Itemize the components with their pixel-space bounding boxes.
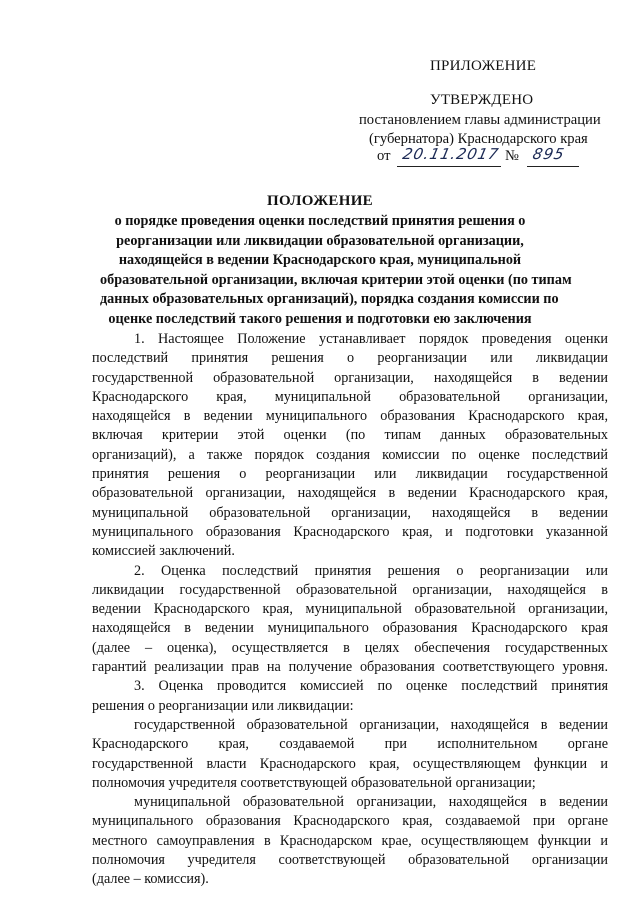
body-line: организаций), а также порядок создания комиссии по оценке последствий [92, 446, 608, 463]
body-line: принятия решения о реорганизации или ликвидации государственной [92, 466, 608, 483]
subtitle-line: реорганизации или ликвидации образовательной организации, [116, 232, 524, 249]
subtitle-line: данных образовательных организаций), порядка создания комиссии по [100, 291, 559, 307]
body-line: Краснодарского края, муниципальной образовательной организации, [92, 388, 608, 405]
body-line: Краснодарского края, создаваемой при исполнительном органе [92, 736, 608, 753]
appendix-label: ПРИЛОЖЕНИЕ [430, 58, 537, 74]
subtitle-line: о порядке проведения оценки последствий принятия решения о [114, 213, 526, 229]
decree-date-field [397, 145, 501, 167]
document-subtitle [100, 212, 572, 329]
subtitle-line: находящейся в ведении Краснодарского края, муниципальной [118, 252, 522, 268]
body-line: образовательной организации, находящейся в ведении Краснодарского края, [92, 485, 608, 502]
body-line: комиссией заключений. [92, 543, 235, 560]
body-line: ведении Краснодарского края, муниципальной образовательной организации, [92, 601, 608, 618]
body-line: муниципального образования Краснодарского края, создаваемой при органе [92, 813, 608, 830]
handwritten-number: 895 [531, 145, 567, 163]
decree-number-field [527, 145, 579, 167]
body-line: муниципального образования Краснодарского края, и подготовки указанной [92, 523, 608, 540]
approved-by-line-2: (губернатора) Краснодарского края [369, 131, 588, 147]
body-line: полномочия учредителя соответствующей образовательной организации [92, 852, 608, 869]
body-line: 1. Настоящее Положение устанавливает порядок проведения оценки [134, 331, 608, 347]
body-line: государственной образовательной организации, находящейся в ведении [92, 369, 608, 386]
handwritten-date: 20.11.2017 [401, 145, 501, 163]
body-line: включая критерии этой оценки (по типам данных образовательных [92, 427, 608, 444]
body-line: находящейся в ведении муниципального образования Краснодарского края [92, 620, 608, 637]
body-line: полномочия учредителя соответствующей образовательной организации; [92, 774, 536, 791]
approved-label: УТВЕРЖДЕНО [430, 92, 534, 108]
body-line: государственной образовательной организации, находящейся в ведении [134, 716, 608, 733]
document-title: ПОЛОЖЕНИЕ [267, 193, 373, 209]
number-sign: № [505, 148, 519, 164]
body-line: гарантий реализации прав на получение образования соответствующего уровня. [92, 659, 608, 676]
body-line: находящейся в ведении муниципального образования Краснодарского края, [92, 408, 608, 425]
body-line: государственной власти Краснодарского края, осуществляющем функции и [92, 755, 608, 772]
date-prefix: от [377, 148, 391, 164]
body-line: 3. Оценка проводится комиссией по оценке последствий принятия [134, 678, 608, 695]
subtitle-line: оценке последствий такого решения и подготовки ею заключения [108, 310, 532, 327]
body-line: муниципальной образовательной организации, находящейся в ведении [134, 794, 608, 811]
body-line: последствий принятия решения о реорганизации или ликвидации [92, 350, 608, 367]
body-line: (далее – комиссия). [92, 871, 209, 888]
body-line: решения о реорганизации или ликвидации: [92, 697, 354, 714]
body-line: ликвидации государственной образовательной организации, находящейся в [92, 581, 608, 598]
document-body [92, 330, 608, 890]
body-line: муниципальной образовательной организации, находящейся в ведении [92, 504, 608, 521]
subtitle-line: образовательной организации, включая критерии этой оценки (по типам [100, 271, 572, 288]
body-line: 2. Оценка последствий принятия решения о реорганизации или [134, 562, 608, 579]
approved-by-line-1: постановлением главы администрации [359, 112, 601, 128]
body-line: (далее – оценка), осуществляется в целях обеспечения государственных [92, 639, 608, 656]
body-line: местного самоуправления в Краснодарском крае, осуществляющем функции и [92, 832, 608, 849]
